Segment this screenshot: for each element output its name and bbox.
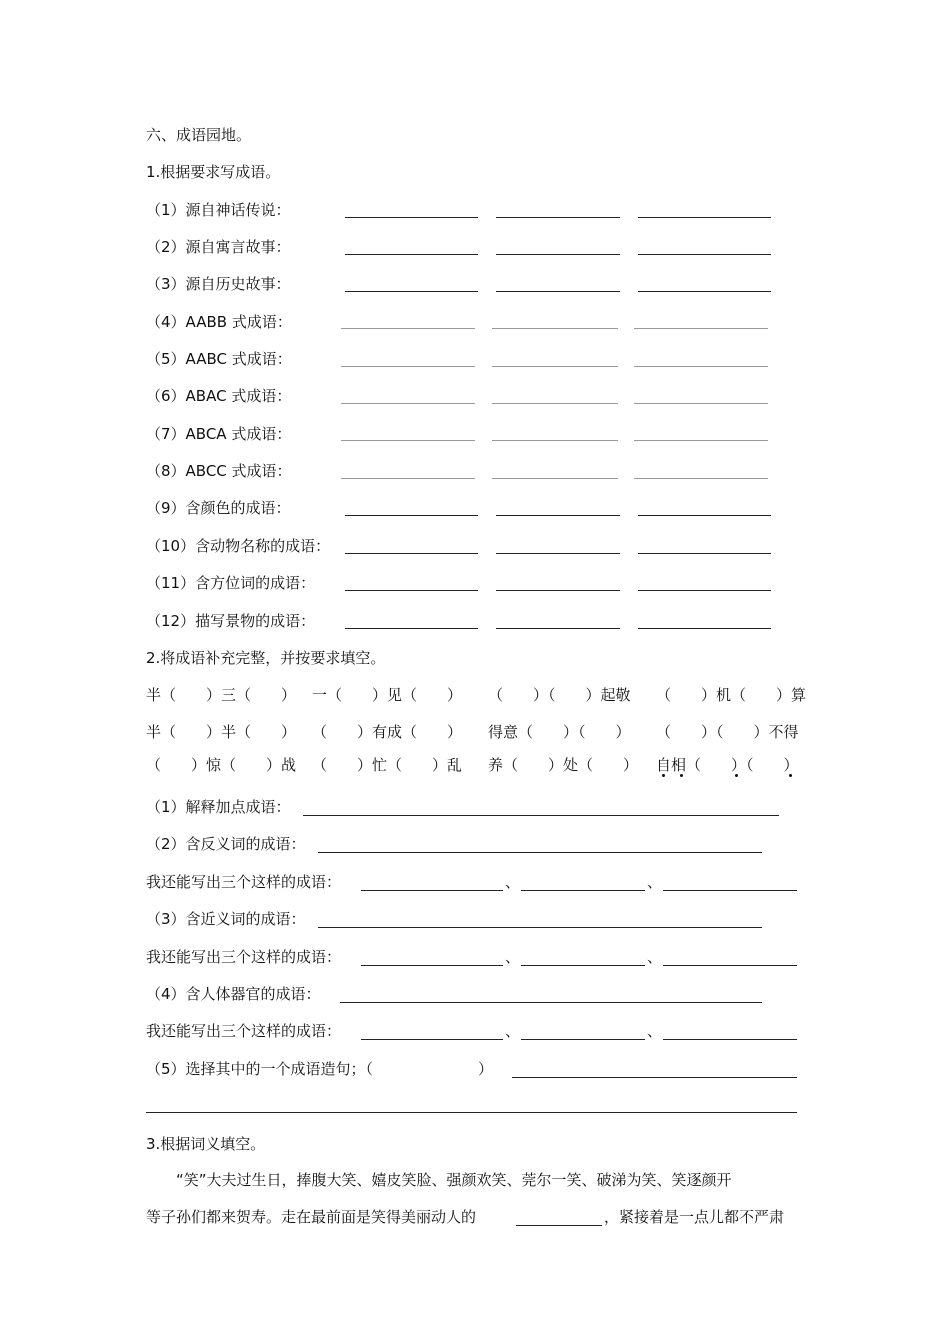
q1-item-label: （2）源自寓言故事： bbox=[146, 238, 291, 256]
idiom-fill[interactable]: （ ）惊（ ）战 bbox=[146, 756, 297, 774]
question-3-title: 3.根据词义填空。 bbox=[146, 1135, 266, 1153]
answer-blank[interactable] bbox=[512, 1077, 797, 1078]
idiom-fill[interactable]: 半（ ）半（ ） bbox=[146, 723, 297, 741]
also-write-label: 我还能写出三个这样的成语： bbox=[146, 1022, 342, 1040]
answer-blank[interactable] bbox=[638, 628, 771, 629]
answer-blank[interactable] bbox=[341, 403, 475, 404]
answer-blank[interactable] bbox=[516, 1225, 602, 1226]
q1-item-label: （7）ABCA 式成语： bbox=[146, 425, 292, 443]
answer-blank[interactable] bbox=[496, 628, 620, 629]
q2-sub5-label: （5）选择其中的一个成语造句；（ ） bbox=[146, 1060, 494, 1078]
q1-item-label: （6）ABAC 式成语： bbox=[146, 387, 292, 405]
idiom-fill[interactable]: （ ）有成（ ） bbox=[312, 723, 463, 741]
separator: 、 bbox=[647, 873, 663, 891]
question-2-title: 2.将成语补充完整，并按要求填空。 bbox=[146, 649, 386, 667]
answer-blank[interactable] bbox=[521, 1039, 645, 1040]
answer-blank[interactable] bbox=[496, 590, 620, 591]
answer-blank[interactable] bbox=[638, 590, 771, 591]
answer-blank[interactable] bbox=[345, 217, 478, 218]
q1-item-label: （12）描写景物的成语： bbox=[146, 612, 316, 630]
q3-paragraph-line: 等子孙们都来贺寿。走在最前面是笑得美丽动人的 bbox=[146, 1208, 477, 1226]
answer-blank[interactable] bbox=[634, 478, 768, 479]
idiom-fill[interactable]: 一（ ）见（ ） bbox=[312, 686, 463, 704]
answer-blank[interactable] bbox=[341, 440, 475, 441]
q2-sub3-label: （3）含近义词的成语： bbox=[146, 910, 306, 928]
answer-blank[interactable] bbox=[638, 217, 771, 218]
q2-sub4-label: （4）含人体器官的成语： bbox=[146, 985, 321, 1003]
q1-item-label: （8）ABCC 式成语： bbox=[146, 462, 292, 480]
q1-item-label: （5）AABC 式成语： bbox=[146, 350, 292, 368]
q2-sub1-label: （1）解释加点成语： bbox=[146, 798, 291, 816]
emphasis-dot bbox=[735, 774, 738, 777]
answer-blank[interactable] bbox=[345, 628, 478, 629]
question-1-title: 1.根据要求写成语。 bbox=[146, 163, 281, 181]
q1-item-label: （11）含方位词的成语： bbox=[146, 574, 316, 592]
answer-blank[interactable] bbox=[303, 815, 779, 816]
q3-paragraph-line: ，紧接着是一点儿都不严肃 bbox=[604, 1208, 785, 1226]
also-write-label: 我还能写出三个这样的成语： bbox=[146, 873, 342, 891]
answer-blank[interactable] bbox=[492, 403, 618, 404]
answer-blank[interactable] bbox=[345, 291, 478, 292]
idiom-fill[interactable]: （ ）忙（ ）乱 bbox=[312, 756, 463, 774]
answer-blank[interactable] bbox=[345, 515, 478, 516]
answer-blank[interactable] bbox=[638, 515, 771, 516]
idiom-row bbox=[146, 754, 806, 776]
answer-blank[interactable] bbox=[634, 440, 768, 441]
answer-blank[interactable] bbox=[663, 890, 797, 891]
answer-blank[interactable] bbox=[634, 366, 768, 367]
emphasis-dot bbox=[789, 774, 792, 777]
idiom-fill[interactable]: （ ）机（ ）算 bbox=[656, 686, 807, 704]
answer-blank[interactable] bbox=[496, 254, 620, 255]
answer-blank[interactable] bbox=[345, 553, 478, 554]
answer-blank[interactable] bbox=[638, 291, 771, 292]
q2-sub2-label: （2）含反义词的成语： bbox=[146, 835, 306, 853]
separator: 、 bbox=[505, 873, 521, 891]
answer-blank[interactable] bbox=[345, 254, 478, 255]
answer-blank[interactable] bbox=[345, 590, 478, 591]
also-write-label: 我还能写出三个这样的成语： bbox=[146, 948, 342, 966]
answer-blank[interactable] bbox=[492, 478, 618, 479]
emphasis-dot bbox=[680, 774, 683, 777]
idiom-row bbox=[146, 721, 806, 743]
answer-blank[interactable] bbox=[634, 403, 768, 404]
emphasis-dot bbox=[662, 774, 665, 777]
separator: 、 bbox=[505, 1022, 521, 1040]
answer-blank[interactable] bbox=[663, 1039, 797, 1040]
answer-blank[interactable] bbox=[341, 328, 475, 329]
separator: 、 bbox=[505, 948, 521, 966]
answer-blank[interactable] bbox=[492, 366, 618, 367]
q1-item-label: （9）含颜色的成语： bbox=[146, 499, 291, 517]
idiom-row bbox=[146, 684, 806, 706]
q3-paragraph-line: “笑”大夫过生日，捧腹大笑、嬉皮笑脸、强颜欢笑、莞尔一笑、破涕为笑、笑逐颜开 bbox=[176, 1171, 732, 1189]
q1-item-label: （10）含动物名称的成语： bbox=[146, 537, 331, 555]
answer-blank[interactable] bbox=[341, 478, 475, 479]
answer-blank[interactable] bbox=[361, 1039, 503, 1040]
answer-blank[interactable] bbox=[318, 852, 762, 853]
answer-blank[interactable] bbox=[361, 890, 503, 891]
answer-blank[interactable] bbox=[492, 440, 618, 441]
answer-blank[interactable] bbox=[634, 328, 768, 329]
separator: 、 bbox=[647, 948, 663, 966]
idiom-fill[interactable]: 得意（ ）（ ） bbox=[488, 723, 631, 741]
answer-blank[interactable] bbox=[318, 927, 762, 928]
q1-item-label: （3）源自历史故事： bbox=[146, 275, 291, 293]
answer-blank[interactable] bbox=[496, 515, 620, 516]
answer-blank[interactable] bbox=[496, 291, 620, 292]
idiom-fill[interactable]: （ ）（ ）起敬 bbox=[488, 686, 631, 704]
answer-blank[interactable] bbox=[521, 965, 645, 966]
answer-blank[interactable] bbox=[146, 1112, 797, 1113]
idiom-fill[interactable]: 自相（ ）（ ） bbox=[656, 756, 799, 774]
answer-blank[interactable] bbox=[361, 965, 503, 966]
answer-blank[interactable] bbox=[492, 328, 618, 329]
q1-item-label: （1）源自神话传说： bbox=[146, 201, 291, 219]
q1-item-label: （4）AABB 式成语： bbox=[146, 313, 292, 331]
idiom-fill[interactable]: 半（ ）三（ ） bbox=[146, 686, 297, 704]
answer-blank[interactable] bbox=[521, 890, 645, 891]
idiom-fill[interactable]: 养（ ）处（ ） bbox=[488, 756, 639, 774]
answer-blank[interactable] bbox=[340, 1002, 762, 1003]
answer-blank[interactable] bbox=[496, 217, 620, 218]
answer-blank[interactable] bbox=[638, 553, 771, 554]
section-title: 六、成语园地。 bbox=[146, 126, 252, 144]
answer-blank[interactable] bbox=[496, 553, 620, 554]
answer-blank[interactable] bbox=[638, 254, 771, 255]
answer-blank[interactable] bbox=[341, 366, 475, 367]
answer-blank[interactable] bbox=[663, 965, 797, 966]
idiom-fill[interactable]: （ ）（ ）不得 bbox=[656, 723, 799, 741]
separator: 、 bbox=[647, 1022, 663, 1040]
